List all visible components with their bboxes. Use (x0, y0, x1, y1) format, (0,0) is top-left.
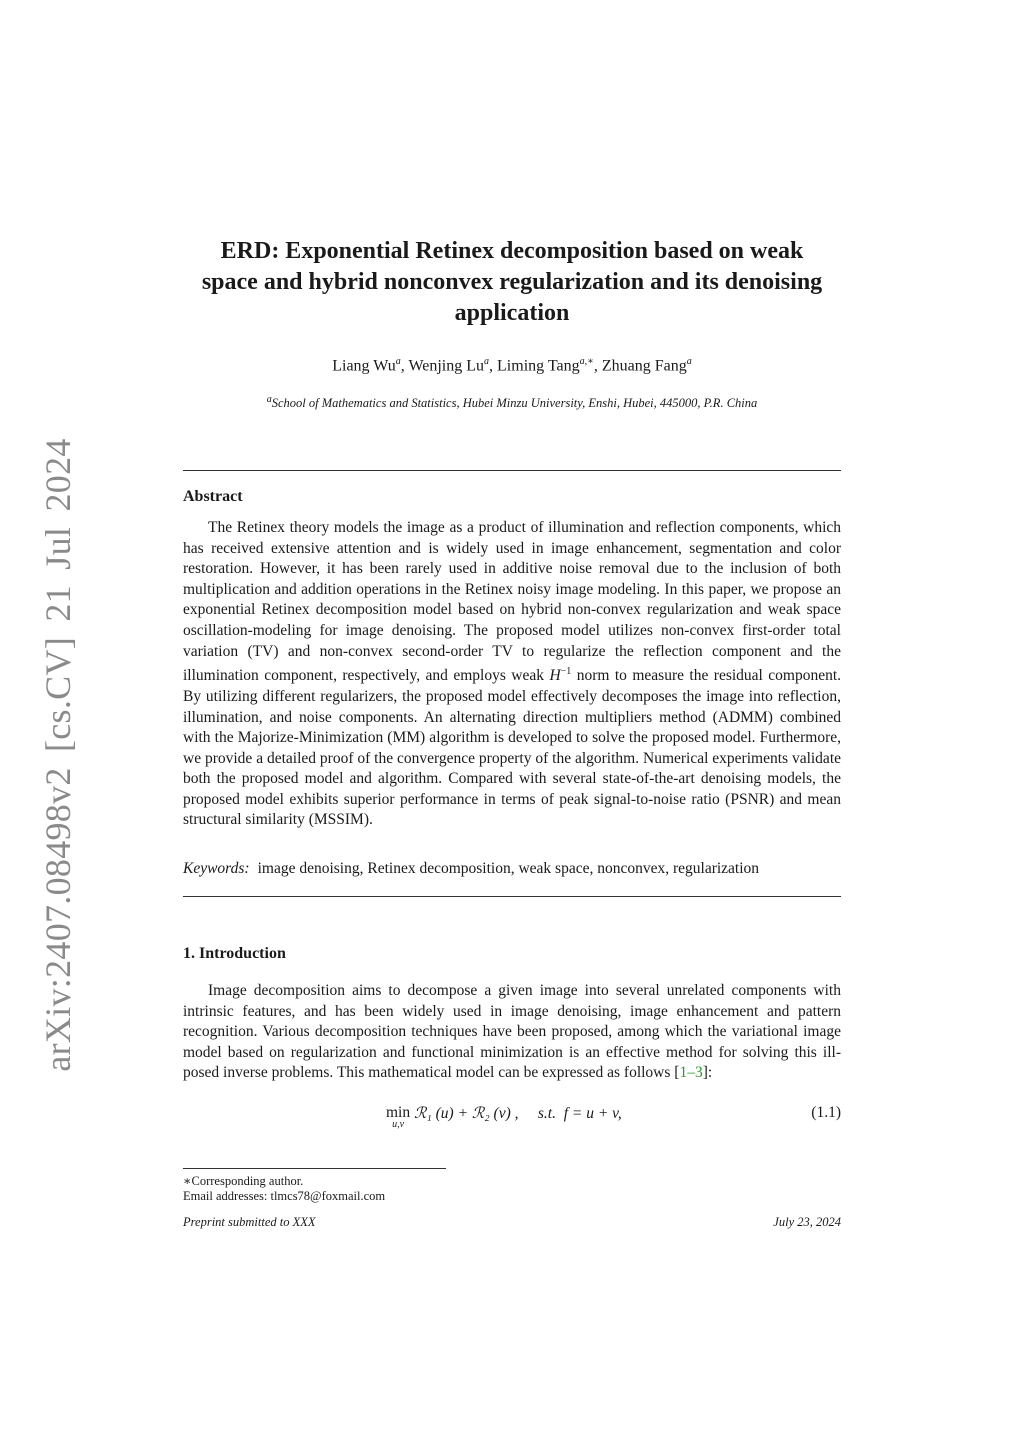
abstract-top-rule (183, 470, 841, 471)
equation-min-operator (386, 1104, 410, 1130)
math-exponent: −1 (560, 666, 572, 678)
footnote-rule (183, 1168, 446, 1169)
affiliation (183, 394, 841, 411)
abstract-bottom-rule (183, 896, 841, 897)
footnote-corresponding: ∗Corresponding author. (183, 1174, 304, 1188)
author-affil-mark: a,∗ (579, 356, 594, 367)
footer-preprint: Preprint submitted to XXX (183, 1215, 316, 1229)
abstract-text-part: norm to measure the residual component. By utilizing different regularizers, the proposed model effectively decomposes the image into reflection, illumination, and noise components. An alternating direction multipliers method (ADMM) combined with the Majorize-Minimization (MM) algorithm is developed to solve the proposed model. Furthermore, we provide a detailed proof of the convergence property of the algorithm. Numerical experiments validate both the proposed model and algorithm. Compared with several state-of-the-art denoising models, the proposed model exhibits superior performance in terms of peak signal-to-noise ratio (PSNR) and mean structural similarity (MSSIM). (183, 667, 842, 829)
equation-min-subscript: u,v (392, 1119, 405, 1130)
author-name: Liming Tang (497, 357, 580, 375)
citation-bracket: ]: (702, 1064, 713, 1082)
equation-min: min (386, 1104, 411, 1121)
affiliation-mark: a (266, 394, 272, 405)
author-list: Liang Wu$^a$, Wenjing Lu$^a$, Liming Tang$^{a,∗}$, Zhuang Fang$^a$ (332, 356, 692, 375)
introduction-text (183, 981, 841, 1084)
author-affil-mark: a (395, 356, 401, 367)
equation-number: (1.1) (811, 1104, 841, 1121)
abstract-text (183, 518, 841, 831)
keywords-label: Keywords: (183, 860, 250, 877)
author-affil-mark: a (686, 356, 692, 367)
citation-link[interactable]: 1–3 (679, 1064, 703, 1082)
title-line: ERD: Exponential Retinex decomposition based on weak (220, 238, 804, 264)
equation-body: ℛ₁ (u) + ℛ₂ (v) , s.t. f = u + v, (414, 1105, 622, 1122)
math-symbol: H (549, 667, 561, 685)
author-name: Zhuang Fang (601, 357, 687, 375)
arxiv-identifier-stamp: arXiv:2407.08498v2 [cs.CV] 21 Jul 2024 (38, 438, 78, 1072)
citation-bracket: [ (674, 1064, 680, 1082)
affiliation-text: School of Mathematics and Statistics, Hubei Minzu University, Enshi, Hubei, 445000, P.R. China (271, 396, 758, 411)
equation (386, 1104, 622, 1130)
introduction-paragraph: Image decomposition aims to decompose a given image into several unrelated components with intrinsic features, and has been widely used in image denoising, image enhancement and pattern recognition. Various decomposition techniques have been proposed, among which the variational image model based on regularization and functional minimization is an effective method for solving this ill-posed inverse problems. This mathematical model can be expressed as follows (183, 982, 841, 1082)
author-name: Liang Wu (332, 357, 396, 375)
paper-title (183, 236, 841, 329)
keywords-text: image denoising, Retinex decomposition, weak space, nonconvex, regularization (257, 860, 760, 877)
footnote-email[interactable]: Email addresses: tlmcs78@foxmail.com (183, 1189, 386, 1203)
footer-date: July 23, 2024 (773, 1215, 841, 1229)
section-heading-introduction: 1. Introduction (183, 945, 286, 962)
abstract-heading: Abstract (183, 488, 243, 505)
title-line: application (454, 300, 570, 326)
title-line: space and hybrid nonconvex regularization and its denoising (201, 269, 823, 295)
keywords (183, 860, 841, 878)
abstract-text-part: The Retinex theory models the image as a product of illumination and reflection components, which has received extensive attention and is widely used in image enhancement, segmentation and color restoration. However, it has been rarely used in additive noise removal due to the inclusion of both multiplication and addition operations in the Retinex noisy image modeling. In this paper, we propose an exponential Retinex decomposition model based on hybrid non-convex regularization and weak space oscillation-modeling for image denoising. The proposed model utilizes non-convex first-order total variation (TV) and non-convex second-order TV to regularize the reflection component and the illumination component, respectively, and employs weak (183, 519, 841, 685)
author-name: Wenjing Lu (408, 357, 485, 375)
author-affil-mark: a (484, 356, 490, 367)
